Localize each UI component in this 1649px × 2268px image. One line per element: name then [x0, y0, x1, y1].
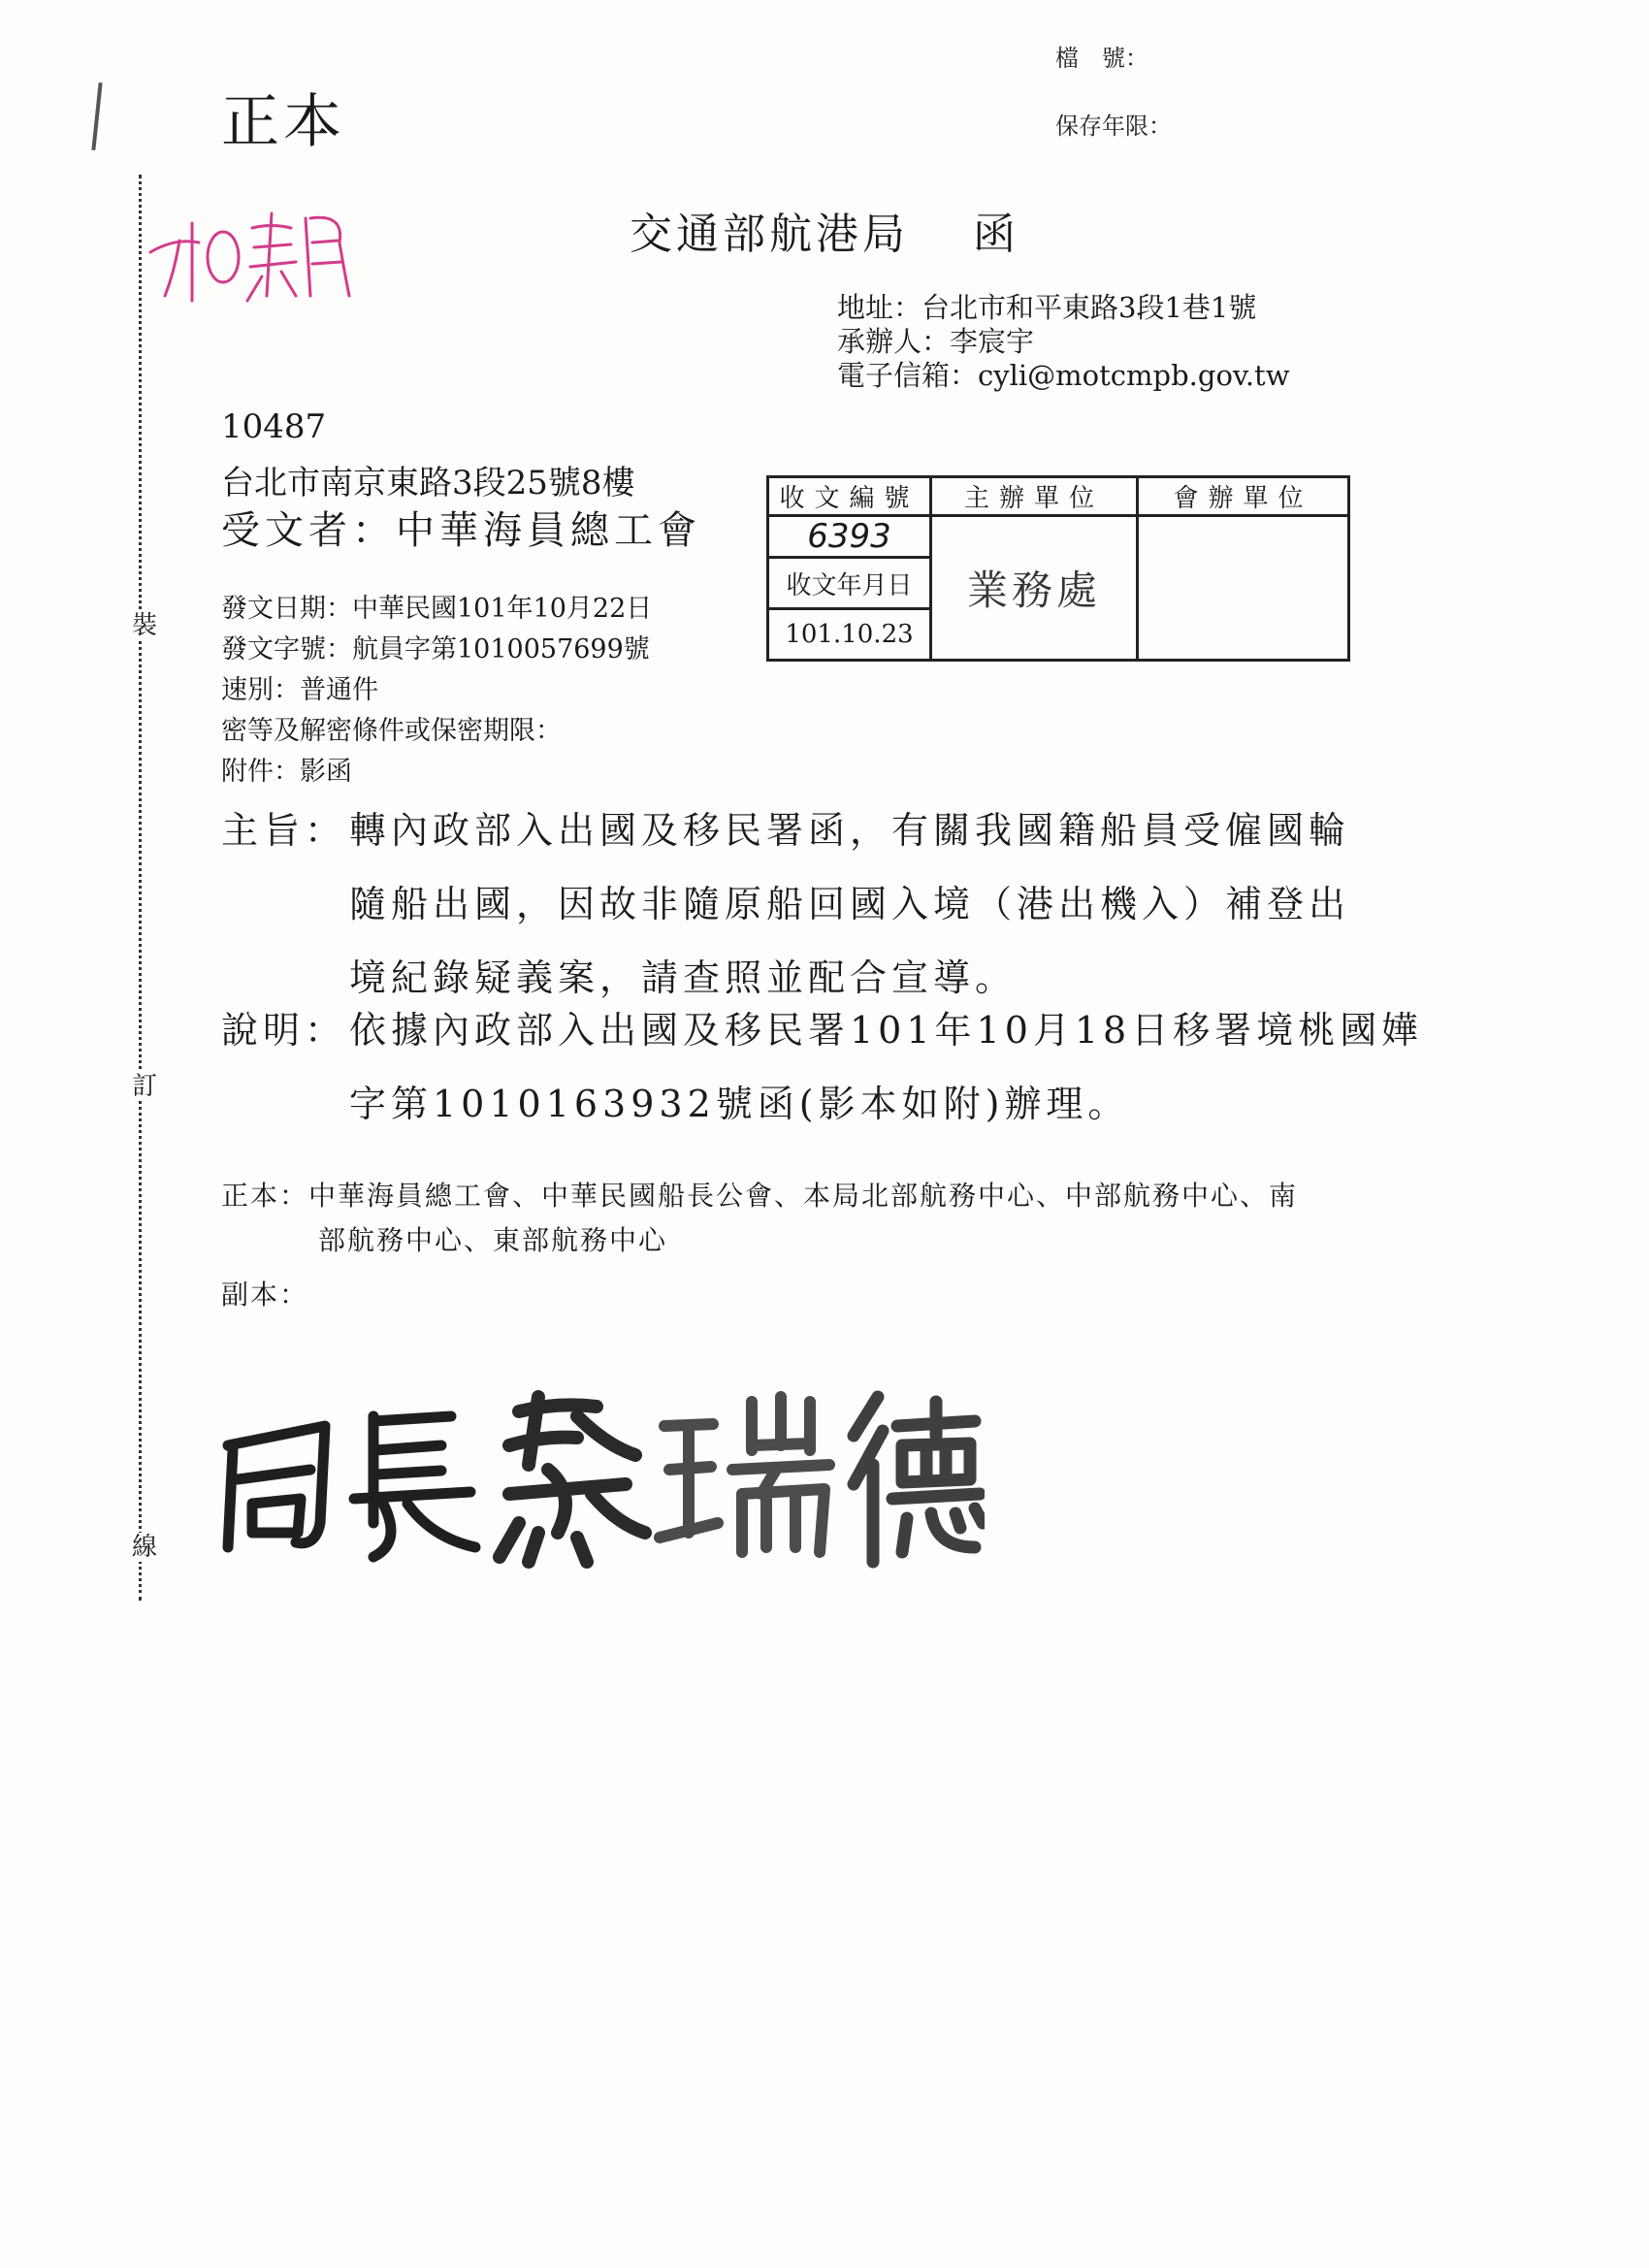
original-to-section: [221, 1174, 1443, 1263]
original-to-line: 中華海員總工會、中華民國船長公會、本局北部航務中心、中部航務中心、南: [308, 1180, 1299, 1212]
subject-line: 轉內政部入出國及移民署函，有關我國籍船員受僱國輪: [349, 809, 1351, 852]
explanation-label: 說明：: [221, 1009, 347, 1052]
file-number-label: 檔 號：: [1055, 45, 1148, 72]
receipt-stamp: [766, 475, 1350, 662]
meta-secrecy: 密等及解密條件或保密期限：: [221, 716, 562, 746]
sender-address: 地址：台北市和平東路3段1巷1號: [837, 291, 1257, 324]
stamp-date-label: 收文年月日: [768, 558, 931, 609]
stamp-header-co-unit: 會辦單位: [1138, 477, 1349, 516]
stamp-header-receipt-no: 收文編號: [768, 477, 931, 516]
binding-char: 訂: [132, 1072, 158, 1101]
stamp-host-unit: 業務處: [931, 516, 1138, 661]
original-to-label: 正本：: [221, 1180, 309, 1212]
retention-label: 保存年限：: [1055, 113, 1172, 140]
meta-speed: 速別：普通件: [221, 675, 378, 705]
subject-line: 境紀錄疑義案，請查照並配合宣導。: [349, 956, 1018, 999]
recipient-postal-code: 10487: [221, 407, 327, 446]
stamp-header-host-unit: 主辦單位: [931, 477, 1138, 516]
binding-char: 裝: [132, 611, 158, 640]
explanation-line: 字第1010163932號函(影本如附)辦理。: [349, 1083, 1130, 1125]
recipient-address: 台北市南京東路3段25號8樓: [221, 464, 635, 502]
subject-line: 隨船出國，因故非隨原船回國入境（港出機入）補登出: [349, 883, 1351, 925]
original-to-line: 部航務中心、東部航務中心: [318, 1224, 668, 1256]
meta-date: 發文日期：中華民國101年10月22日: [221, 594, 653, 624]
copy-to-label: 副本：: [221, 1279, 309, 1311]
stamp-receipt-no: 6393: [768, 516, 931, 558]
explanation-line: 依據內政部入出國及移民署101年10月18日移署境桃國嬅: [349, 1009, 1424, 1052]
stamp-date: 101.10.23: [768, 609, 931, 661]
recipient: 受文者：中華海員總工會: [221, 508, 701, 553]
meta-attachment: 附件：影函: [221, 757, 352, 787]
margin-mark: [91, 82, 102, 150]
document-mark: 正本: [221, 88, 345, 156]
sender-contact: 承辦人：李宸宇: [837, 325, 1035, 358]
explanation-section: [221, 993, 1443, 1141]
stamp-co-unit-value: [1138, 516, 1349, 661]
sender-email: 電子信箱：cyli@motcmpb.gov.tw: [837, 359, 1290, 392]
meta-ref-no: 發文字號：航員字第1010057699號: [221, 634, 650, 664]
director-signature: [209, 1377, 985, 1571]
binding-line: [139, 175, 142, 1601]
subject-section: [221, 794, 1443, 1015]
document-title: 交通部航港局 函: [630, 210, 1019, 259]
binding-char: 線: [132, 1533, 158, 1562]
subject-label: 主旨：: [221, 809, 347, 852]
